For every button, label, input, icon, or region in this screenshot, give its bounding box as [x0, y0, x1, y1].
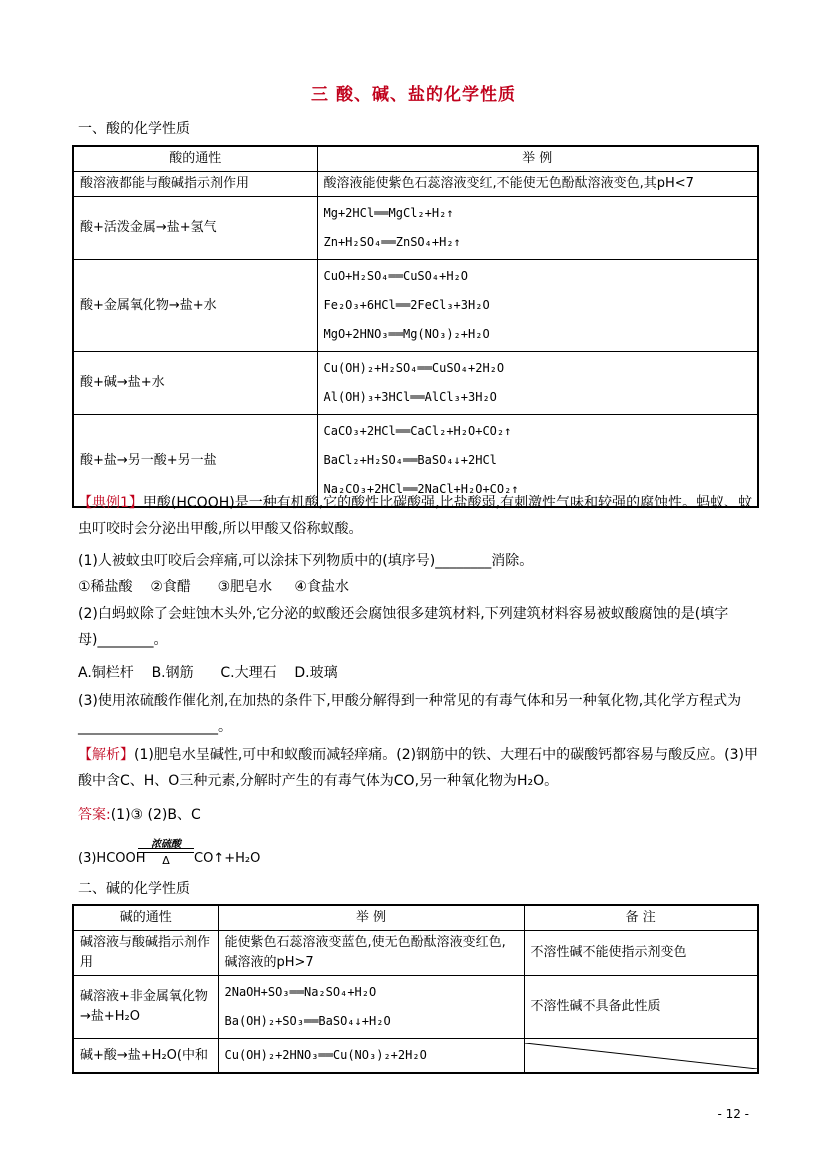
base-table-header: 备 注: [524, 905, 758, 931]
answer-tag: 答案:: [78, 807, 111, 823]
base-table-row: [73, 1039, 758, 1074]
acid-table-header: 举 例: [317, 146, 758, 172]
acid-example-line: BaCl₂+H₂SO₄══BaSO₄↓+2HCl: [323, 453, 497, 467]
base-note-cell: [524, 1039, 758, 1074]
example-text: 甲酸(HCOOH)是一种有机酸,它的酸性比碳酸强,比盐酸弱,有刺激性气味和较强的腐蚀性。蚂蚁、蚊虫叮咬时会分泌出甲酸,所以甲酸又俗称蚁酸。: [78, 495, 753, 537]
base-table-row: [73, 931, 758, 976]
base-table-header-row: [73, 905, 758, 931]
acid-example-cell: [317, 172, 758, 197]
section-heading-base: 二、碱的化学性质: [78, 881, 190, 897]
answer-equation: [78, 838, 758, 868]
section-heading-acid: 一、酸的化学性质: [78, 121, 190, 137]
example-intro: [78, 490, 758, 542]
analysis-text: (1)肥皂水呈碱性,可中和蚁酸而减轻痒痛。(2)钢筋中的铁、大理石中的碳酸钙都容易与酸反应。(3)甲酸中含C、H、O三种元素,分解时产生的有毒气体为CO,另一种氧化物为H₂O。: [78, 747, 758, 789]
analysis: [78, 742, 758, 794]
base-property-cell: 碱+酸→盐+H₂O(中和: [73, 1039, 218, 1074]
base-example-line: Cu(OH)₂+2HNO₃══Cu(NO₃)₂+2H₂O: [224, 1048, 427, 1062]
base-properties-table: [72, 904, 759, 1074]
acid-property-cell: 酸+活泼金属→盐+氢气: [73, 197, 317, 260]
question-1: (1)人被蚊虫叮咬后会痒痛,可以涂抹下列物质中的(填序号)________消除。: [78, 553, 534, 569]
answer-3-right: CO↑+H₂O: [194, 851, 261, 866]
catalyst-label: 浓硫酸: [151, 839, 181, 850]
acid-example-line: Na₂CO₃+2HCl══2NaCl+H₂O+CO₂↑: [323, 482, 519, 496]
acid-example-line: MgO+2HNO₃══Mg(NO₃)₂+H₂O: [323, 327, 490, 341]
question-3: (3)使用浓硫酸作催化剂,在加热的条件下,甲酸分解得到一种常见的有毒气体和另一种氧化物,其化学方程式为____________________。: [78, 693, 742, 735]
base-example-line: 2NaOH+SO₃══Na₂SO₄+H₂O: [224, 985, 377, 999]
heat-condition: Δ: [162, 854, 170, 867]
acid-table-row: [73, 352, 758, 415]
acid-example-cell: [317, 352, 758, 415]
acid-table-header: 酸的通性: [73, 146, 317, 172]
example-tag: 【典例1】: [78, 495, 143, 511]
acid-example-cell: [317, 260, 758, 352]
base-note-cell: 不溶性碱不能使指示剂变色: [524, 931, 758, 976]
answer-12: (1)③ (2)B、C: [110, 807, 201, 823]
acid-example-line: CuO+H₂SO₄══CuSO₄+H₂O: [323, 269, 468, 283]
question-1-options: ①稀盐酸 ②食醋 ③肥皂水 ④食盐水: [78, 579, 349, 595]
base-example-cell: [218, 1039, 524, 1074]
acid-example-line: Fe₂O₃+6HCl══2FeCl₃+3H₂O: [323, 298, 490, 312]
question-2: (2)白蚂蚁除了会蛀蚀木头外,它分泌的蚁酸还会腐蚀很多建筑材料,下列建筑材料容易被蚁酸腐蚀的是(填字母)________。: [78, 606, 729, 648]
acid-property-cell: 酸溶液都能与酸碱指示剂作用: [73, 172, 317, 197]
acid-property-cell: 酸+盐→另一酸+另一盐: [73, 415, 317, 508]
base-table-header: 举 例: [218, 905, 524, 931]
acid-table-row: [73, 197, 758, 260]
acid-property-cell: 酸+金属氧化物→盐+水: [73, 260, 317, 352]
acid-table-row: [73, 172, 758, 197]
base-table-header: 碱的通性: [73, 905, 218, 931]
acid-example-line: CaCO₃+2HCl══CaCl₂+H₂O+CO₂↑: [323, 424, 512, 438]
acid-example-line: Mg+2HCl══MgCl₂+H₂↑: [323, 206, 454, 220]
base-property-cell: 碱溶液+非金属氧化物→盐+H₂O: [73, 976, 218, 1039]
question-2-options: A.铜栏杆 B.钢筋 C.大理石 D.玻璃: [78, 665, 338, 681]
answer-3-left: (3)HCOOH: [78, 851, 146, 866]
page-number: - 12 -: [717, 1107, 749, 1121]
acid-property-cell: 酸+碱→盐+水: [73, 352, 317, 415]
acid-table-row: [73, 260, 758, 352]
acid-example-line: Cu(OH)₂+H₂SO₄══CuSO₄+2H₂O: [323, 361, 505, 375]
base-example-line: Ba(OH)₂+SO₃══BaSO₄↓+H₂O: [224, 1014, 391, 1028]
answer-line: [78, 802, 758, 828]
acid-properties-table: [72, 145, 759, 508]
acid-example-line: Zn+H₂SO₄══ZnSO₄+H₂↑: [323, 235, 461, 249]
empty-cell-diagonal: [525, 1043, 758, 1069]
base-example-cell: [218, 931, 524, 976]
analysis-tag: 【解析】: [78, 747, 134, 763]
acid-example-cell: [317, 197, 758, 260]
acid-example-line: 酸溶液能使紫色石蕊溶液变红,不能使无色酚酞溶液变色,其pH<7: [323, 176, 694, 191]
base-example-line: 能使紫色石蕊溶液变蓝色,使无色酚酞溶液变红色,碱溶液的pH>7: [224, 935, 506, 970]
base-example-cell: [218, 976, 524, 1039]
acid-example-line: Al(OH)₃+3HCl══AlCl₃+3H₂O: [323, 390, 497, 404]
base-table-row: [73, 976, 758, 1039]
base-note-cell: 不溶性碱不具备此性质: [524, 976, 758, 1039]
acid-table-header-row: [73, 146, 758, 172]
base-property-cell: 碱溶液与酸碱指示剂作用: [73, 931, 218, 976]
page-title: 三 酸、碱、盐的化学性质: [311, 85, 516, 105]
